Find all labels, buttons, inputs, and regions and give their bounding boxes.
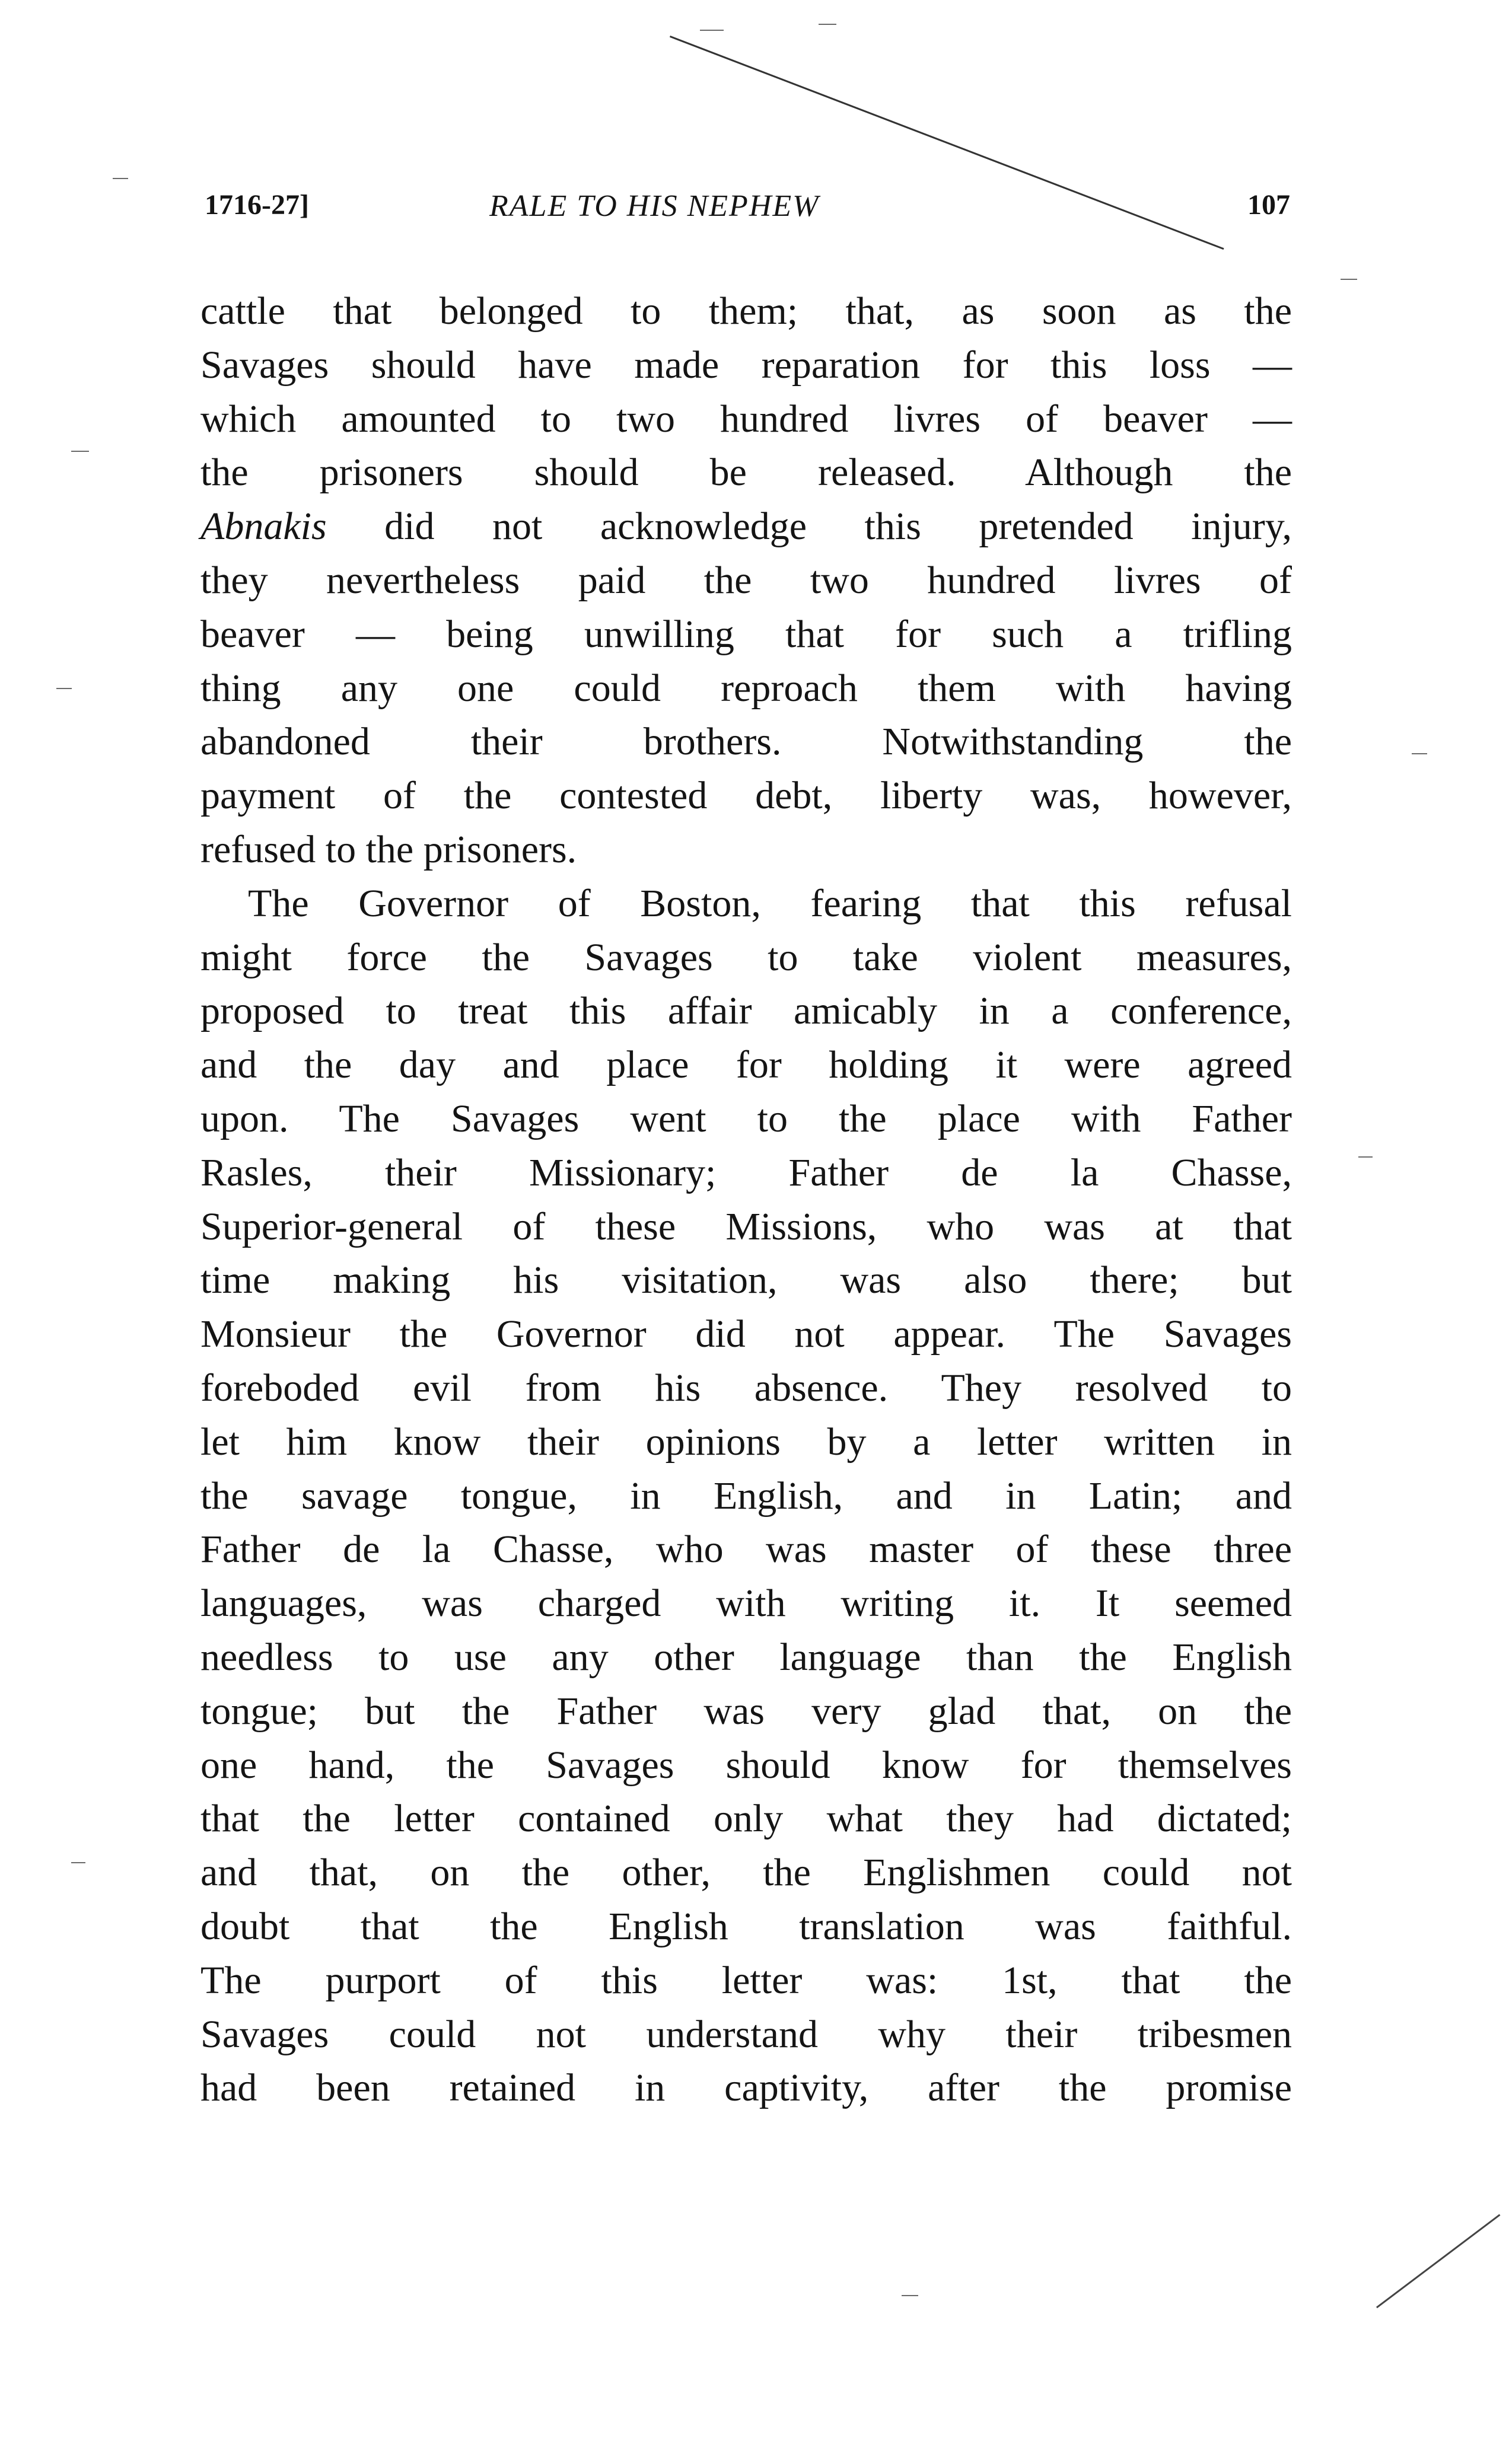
scan-speck <box>71 451 89 452</box>
running-header <box>205 189 1290 230</box>
text-line: foreboded evil from his absence. They resolved to <box>200 1366 1292 1410</box>
scan-speck <box>902 2295 918 2296</box>
text-line: Rasles, their Missionary; Father de la Chasse, <box>200 1150 1292 1194</box>
body-text <box>200 285 1292 2115</box>
header-running-title: RALE TO HIS NEPHEW <box>489 189 820 223</box>
scan-speck <box>819 24 836 25</box>
text-line: tongue; but the Father was very glad that, on the <box>200 1689 1292 1733</box>
text-line: The Governor of Boston, fearing that this refusal <box>248 881 1292 925</box>
text-line: doubt that the English translation was faithful. <box>200 1904 1292 1948</box>
text-line: which amounted to two hundred livres of beaver — <box>200 397 1292 441</box>
text-line: the savage tongue, in English, and in Latin; and <box>200 1474 1292 1518</box>
text-line: languages, was charged with writing it. It seemed <box>200 1582 1292 1625</box>
pen-stroke-mark <box>1376 2214 1500 2309</box>
italic-term: Abnakis <box>200 505 327 549</box>
text-line: Monsieur the Governor did not appear. The Savages <box>200 1312 1292 1356</box>
header-date-range: 1716-27] <box>205 189 309 221</box>
text-line: they nevertheless paid the two hundred livres of <box>200 558 1292 602</box>
page-number: 107 <box>1247 189 1290 221</box>
text-line: Abnakis did not acknowledge this pretended injury, <box>200 505 1292 549</box>
text-line: Savages could not understand why their tribesmen <box>200 2012 1292 2056</box>
text-line: cattle that belonged to them; that, as soon as the <box>200 289 1292 333</box>
text-line: payment of the contested debt, liberty was, however, <box>200 774 1292 818</box>
text-line: that the letter contained only what they had dictated; <box>200 1797 1292 1841</box>
text-line: refused to the prisoners. <box>200 827 577 871</box>
text-line: had been retained in captivity, after the promise <box>200 2066 1292 2110</box>
text-line: Father de la Chasse, who was master of these three <box>200 1528 1292 1572</box>
text-line: abandoned their brothers. Notwithstanding the <box>200 720 1292 764</box>
text-line: needless to use any other language than the English <box>200 1635 1292 1679</box>
text-line: and that, on the other, the Englishmen could not <box>200 1851 1292 1895</box>
scan-speck <box>700 30 724 31</box>
text-line: The purport of this letter was: 1st, that the <box>200 1958 1292 2002</box>
text-line: thing any one could reproach them with having <box>200 666 1292 710</box>
text-line: beaver — being unwilling that for such a trifling <box>200 612 1292 656</box>
text-line: and the day and place for holding it were agreed <box>200 1043 1292 1087</box>
text-line: Savages should have made reparation for this loss — <box>200 343 1292 387</box>
scan-speck <box>113 178 128 179</box>
scan-speck <box>1341 279 1357 280</box>
text-line: Superior-general of these Missions, who was at that <box>200 1204 1292 1248</box>
text-line: might force the Savages to take violent measures, <box>200 935 1292 979</box>
text-line: let him know their opinions by a letter written in <box>200 1420 1292 1464</box>
text-line: upon. The Savages went to the place with Father <box>200 1096 1292 1140</box>
scan-speck <box>1412 753 1427 754</box>
scan-speck <box>71 1862 85 1863</box>
scan-speck <box>56 688 72 689</box>
text-line: time making his visitation, was also there; but <box>200 1258 1292 1302</box>
text-line: one hand, the Savages should know for themselves <box>200 1743 1292 1787</box>
text-line: proposed to treat this affair amicably in a conference, <box>200 989 1292 1033</box>
scan-speck <box>1358 1156 1373 1158</box>
text-line: the prisoners should be released. Although the <box>200 451 1292 495</box>
